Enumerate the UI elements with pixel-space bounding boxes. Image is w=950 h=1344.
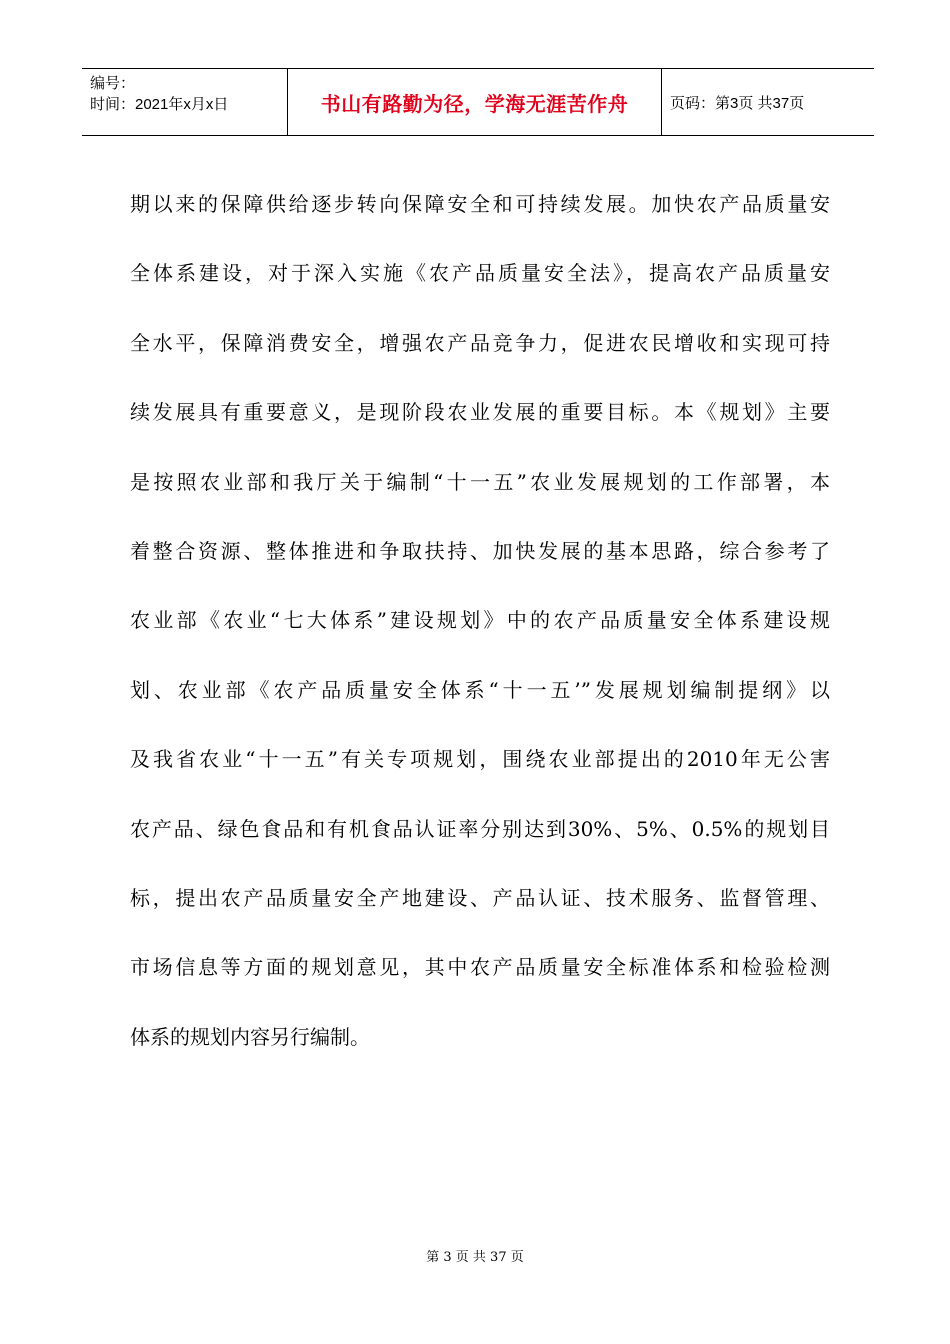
document-number-label: 编号： (90, 75, 136, 92)
body-line: 划、农业部《农产品质量安全体系“十一五’”发展规划编制提纲》以 (130, 677, 830, 702)
document-body (130, 170, 830, 1072)
body-line: 体系的规划内容另行编制。 (130, 1024, 370, 1049)
header-page-info: 页码：第3页 共37页 (670, 94, 805, 112)
body-line: 续发展具有重要意义，是现阶段农业发展的重要目标。本《规划》主要 (130, 400, 830, 425)
body-line: 全水平，保障消费安全，增强农产品竞争力，促进农民增收和实现可持 (130, 330, 830, 355)
body-line: 及我省农业“十一五”有关专项规划，围绕农业部提出的2010年无公害 (130, 747, 830, 772)
body-line: 是按照农业部和我厅关于编制“十一五”农业发展规划的工作部署，本 (130, 469, 830, 494)
body-line: 市场信息等方面的规划意见，其中农产品质量安全标准体系和检验检测 (130, 955, 830, 980)
body-line: 标，提出农产品质量安全产地建设、产品认证、技术服务、监督管理、 (130, 885, 830, 910)
body-line: 全体系建设，对于深入实施《农产品质量安全法》，提高农产品质量安 (130, 261, 830, 286)
page-footer: 第 3 页 共 37 页 (426, 1250, 524, 1265)
header-meta (82, 69, 287, 135)
body-line: 着整合资源、整体推进和争取扶持、加快发展的基本思路，综合参考了 (130, 538, 830, 563)
page-header (82, 68, 874, 136)
body-line: 农产品、绿色食品和有机食品认证率分别达到30%、5%、0.5%的规划目 (130, 816, 830, 841)
body-line: 农业部《农业“七大体系”建设规划》中的农产品质量安全体系建设规 (130, 608, 830, 633)
header-motto: 书山有路勤为径，学海无涯苦作舟 (287, 69, 662, 135)
document-time-label: 时间：2021年x月x日 (90, 96, 229, 113)
body-line: 期以来的保障供给逐步转向保障安全和可持续发展。加快农产品质量安 (130, 192, 830, 216)
